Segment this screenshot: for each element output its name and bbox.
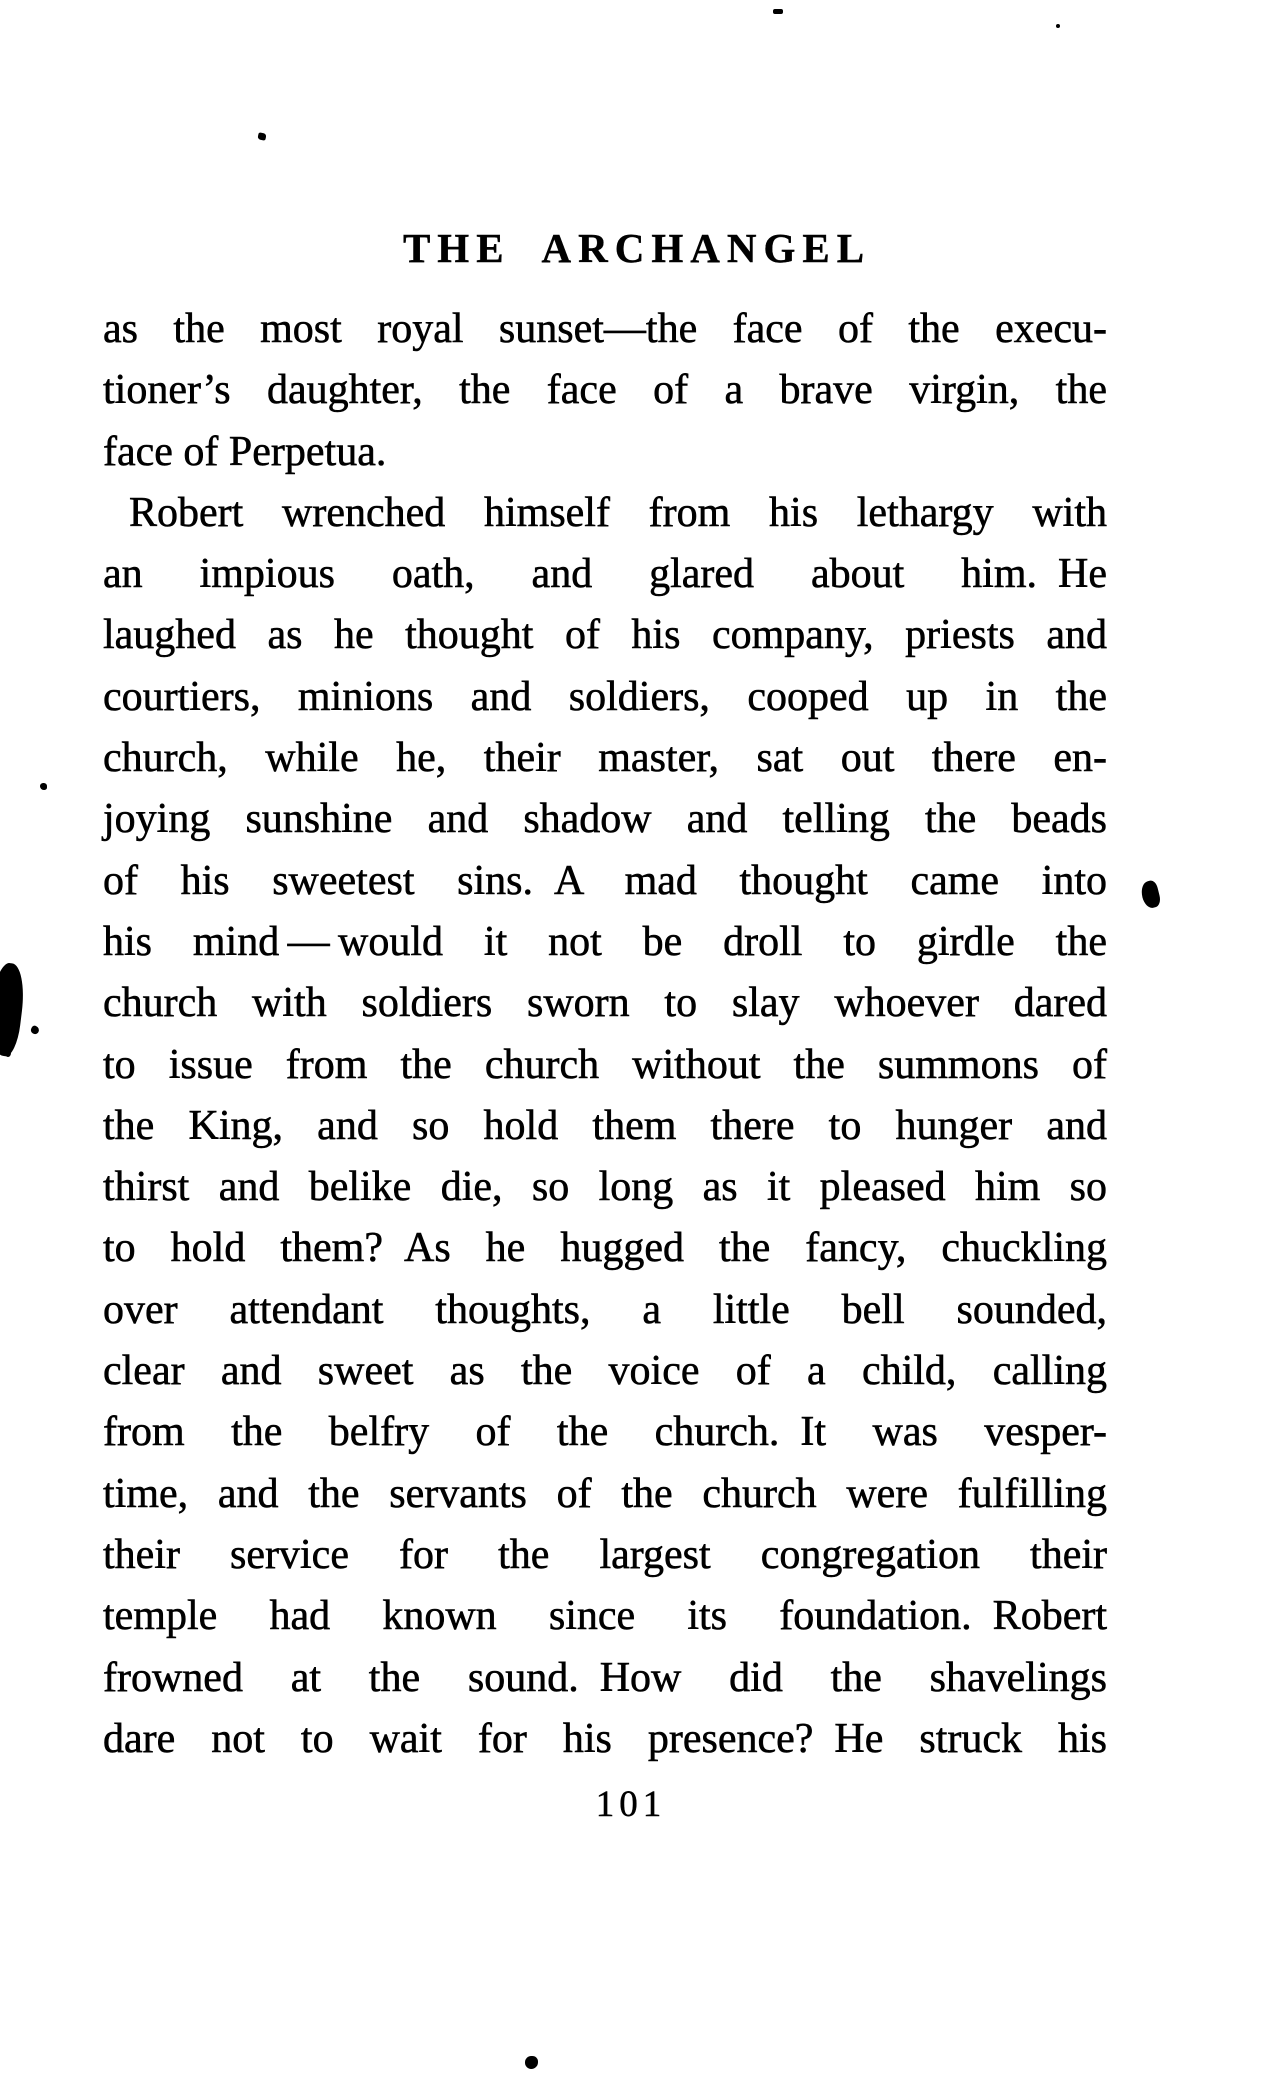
text-line: church with soldiers sworn to slay whoever dared (103, 980, 1107, 1027)
scan-speck-top-dash (773, 9, 783, 14)
text-line: joying sunshine and shadow and telling the beads (103, 796, 1107, 843)
text-line: courtiers, minions and soldiers, cooped up in the (103, 673, 1107, 720)
text-line: over attendant thoughts, a little bell sounded, (103, 1286, 1107, 1333)
text-line: frowned at the sound. How did the shavelings (103, 1654, 1107, 1701)
text-line: as the most royal sunset—the face of the execu- (103, 306, 1107, 352)
text-line: Robert wrenched himself from his lethargy with (129, 489, 1107, 536)
text-line: their service for the largest congregation their (103, 1531, 1107, 1578)
text-line: his mind — would it not be droll to girdle the (103, 918, 1107, 965)
ink-blot-left-edge (0, 961, 28, 1057)
text-line: to hold them? As he hugged the fancy, chuckling (103, 1225, 1107, 1272)
ink-mark-after-into (1139, 879, 1162, 909)
text-line: dare not to wait for his presence? He struck his (103, 1715, 1107, 1762)
text-line: clear and sweet as the voice of a child, calling (103, 1348, 1107, 1395)
scan-speck-bottom-dot (525, 2056, 538, 2069)
text-line: tioner’s daughter, the face of a brave virgin, the (103, 367, 1107, 414)
text-line: to issue from the church without the summons of (103, 1041, 1107, 1088)
ink-blot-satellite-speck (30, 1025, 41, 1036)
text-line: laughed as he thought of his company, priests and (103, 612, 1107, 659)
text-line: an impious oath, and glared about him. He (103, 551, 1107, 598)
text-line: from the belfry of the church. It was vesper- (103, 1409, 1107, 1456)
page-body-text (103, 299, 1107, 1770)
scan-speck-left-margin (40, 783, 47, 790)
text-line: time, and the servants of the church were fulfilling (103, 1470, 1107, 1517)
scan-speck-upper-left (257, 132, 266, 141)
text-line: thirst and belike die, so long as it pleased him so (103, 1164, 1107, 1211)
text-line: church, while he, their master, sat out there en- (103, 735, 1107, 782)
text-line: face of Perpetua. (103, 428, 387, 475)
ink-blot-satellite-speck-2 (5, 1049, 11, 1057)
page-number: 101 (595, 1784, 667, 1825)
text-line: of his sweetest sins. A mad thought came into (103, 857, 1107, 904)
text-line: temple had known since its foundation. Robert (103, 1593, 1107, 1640)
text-line: the King, and so hold them there to hunger and (103, 1102, 1107, 1149)
scan-speck-top-right-dot (1056, 24, 1060, 28)
running-head-title: THE ARCHANGEL (402, 225, 872, 271)
